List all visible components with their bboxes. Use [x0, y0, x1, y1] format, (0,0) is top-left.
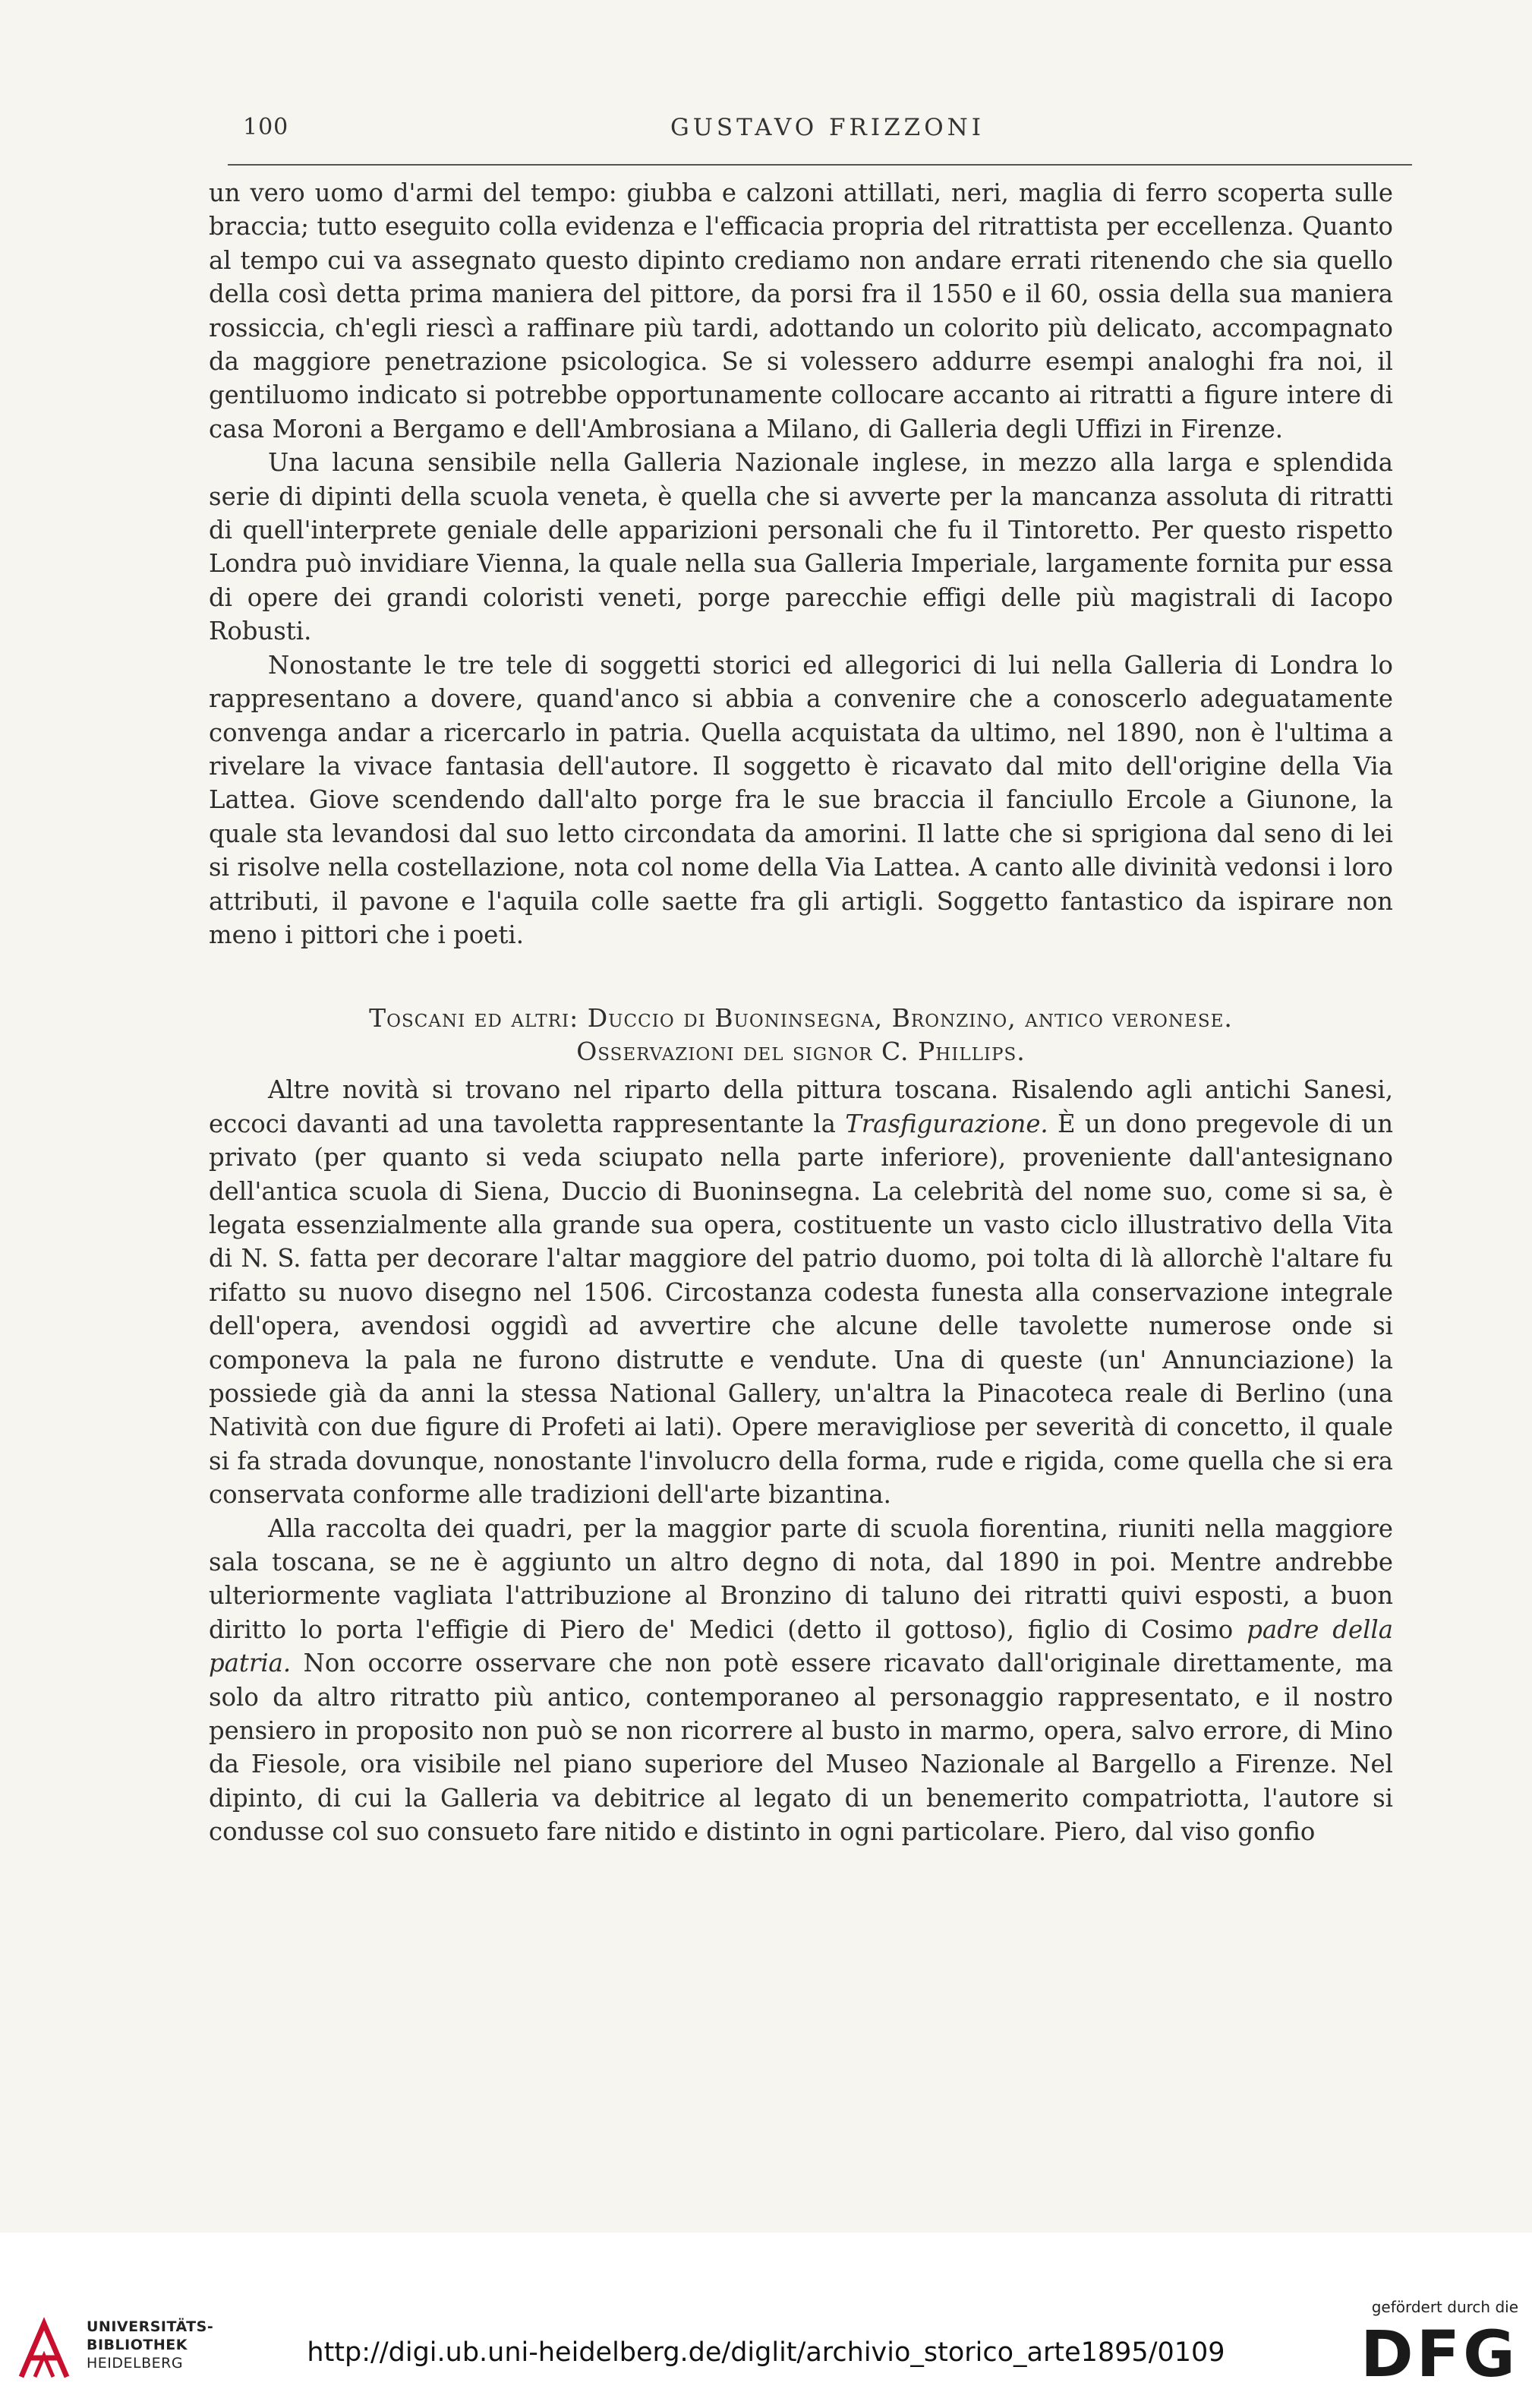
paragraph: Nonostante le tre tele di soggetti storici ed allegorici di lui nella Galleria di Londra lo rappresentano a dovere, quand'anco si abbia a convenire che a conoscerlo adeguatamente convenga andar a ricercarlo in patria. Quella acquistata da ultimo, nel 1890, non è l'ultima a rivelare la vivace fantasia dell'autore. Il soggetto è ricavato dal mito dell'origine della Via Lattea. Giove scendendo dall'alto porge fra le sue braccia il fanciullo Ercole a Giunone, la quale sta levandosi dal suo letto circondata da amorini. Il latte che si sprigiona dal seno di lei si risolve nella costellazione, nota col nome della Via Lattea. A canto alle divinità vedonsi i loro attributi, il pavone e l'aquila colle saette fra gli artigli. Soggetto fantastico da ispirare non meno i pittori che i poeti. — [209, 650, 1393, 949]
section-heading — [209, 1002, 1393, 1068]
dfg-logo: DFG — [1360, 2317, 1518, 2391]
section-heading-line-1: Toscani ed altri: Duccio di Buoninsegna, Bronzino, antico veronese. — [369, 1003, 1233, 1034]
paragraph: un vero uomo d'armi del tempo: giubba e calzoni attillati, neri, maglia di ferro scoperta sulle braccia; tutto eseguito colla evidenza e l'efficacia propria del ritrattista per eccellenza. Quanto al tempo cui va assegnato questo dipinto crediamo non andare errati ritenendo che sia quello della così detta prima maniera del pittore, da porsi fra il 1550 e il 60, ossia della sua maniera rossiccia, ch'egli riescì a raffinare più tardi, adottando un colorito più delicato, accompagnato da maggiore penetrazione psicologica. Se si volessero addurre esempi analoghi fra noi, il gentiluomo indicato si potrebbe opportunamente collocare accanto ai ritratti a figure intere di casa Moroni a Bergamo e dell'Ambrosiana a Milano, di Galleria degli Uffizi in Firenze. — [209, 178, 1393, 443]
article-body — [209, 176, 1393, 1849]
section-heading-line-2: Osservazioni del signor C. Phillips. — [576, 1037, 1026, 1067]
permalink-url[interactable]: http://digi.ub.uni-heidelberg.de/diglit/archivio_storico_arte1895/0109 — [307, 2337, 1225, 2368]
page-header — [243, 114, 1412, 159]
paragraph — [209, 1512, 1393, 1849]
text-run: Non occorre osservare che non potè essere ricavato dall'originale direttamente, ma solo da altro ritratto più antico, contemporaneo al personaggio rappresentato, e il nostro pensiero in proposito non può se non ricorrere al busto in marmo, opera, salvo errore, di Mino da Fiesole, ora visibile nel piano superiore del Museo Nazionale al Bargello a Firenze. Nel dipinto, di cui la Galleria va debitrice al legato di un benemerito compatriotta, l'autore si condusse col suo consueto fare nitido e distinto in ogni particolare. Piero, dal viso gonfio — [209, 1649, 1393, 1847]
text-run: Alla raccolta dei quadri, per la maggior parte di scuola fiorentina, riuniti nella maggiore sala toscana, se ne è aggiunto un altro degno di nota, dal 1890 in poi. Mentre andrebbe ulteriormente vagliata l'attribuzione al Bronzino di taluno dei ritratti quivi esposti, a buon diritto lo porta l'effigie di Piero de' Medici (detto il gottoso), figlio di Cosimo — [209, 1513, 1393, 1644]
text-run: È un dono pregevole di un privato (per quanto si veda sciupato nella parte inferiore), proveniente dall'antesignano dell'antica scuola di Siena, Duccio di Buoninsegna. La celebrità del nome suo, come si sa, è legata essenzialmente alla grande sua opera, costituente un vasto ciclo illustrativo della Vita di N. S. fatta per decorare l'altar maggiore del patrio duomo, poi tolta di là allorchè l'altare fu rifatto su nuovo disegno nel 1506. Circostanza codesta funesta alla conservazione integrale dell'opera, avendosi oggidì ad avvertire che alcune delle tavolette numerose onde si componeva la pala ne furono distrutte e vendute. Una di queste (un' Annunciazione) la possiede già da anni la stessa National Gallery, un'altra la Pinacoteca reale di Berlino (una Natività con due figure di Profeti ai lati). Opere meravigliose per severità di concetto, il quale si fa strada dovunque, nonostante l'involucro della forma, rude e rigida, come quella che si era conservata conforme alle tradizioni dell'arte bizantina. — [209, 1109, 1394, 1510]
italic-title: Trasfigurazione. — [845, 1109, 1048, 1138]
page-number: 100 — [243, 114, 289, 140]
sponsor-caption: gefördert durch die — [1371, 2298, 1518, 2316]
italic-phrase: padre della patria. — [209, 1614, 1393, 1678]
text-run: Altre novità si trovano nel riparto della pittura toscana. Risalendo agli antichi Sanesi, eccoci davanti ad una tavoletta rappresentante la — [209, 1075, 1393, 1138]
sponsor-block[interactable] — [1359, 2298, 1526, 2404]
running-head: GUSTAVO FRIZZONI — [670, 114, 985, 141]
library-name-line: BIBLIOTHEK — [87, 2337, 188, 2353]
paragraph — [209, 1073, 1393, 1511]
paragraph: Una lacuna sensibile nella Galleria Nazionale inglese, in mezzo alla larga e splendida serie di dipinti della scuola veneta, è quella che si avverte per la mancanza assoluta di ritratti di quell'interprete geniale delle apparizioni personali che fu il Tintoretto. Per questo rispetto Londra può invidiare Vienna, la quale nella sua Galleria Imperiale, largamente fornita pur essa di opere dei grandi coloristi veneti, porge parecchie effigi delle più magistrali di Iacopo Robusti. — [209, 448, 1393, 646]
library-name-line: UNIVERSITÄTS- — [87, 2318, 214, 2335]
header-rule — [228, 164, 1412, 166]
library-name-line: HEIDELBERG — [87, 2355, 184, 2372]
digitization-footer — [0, 2233, 1532, 2408]
